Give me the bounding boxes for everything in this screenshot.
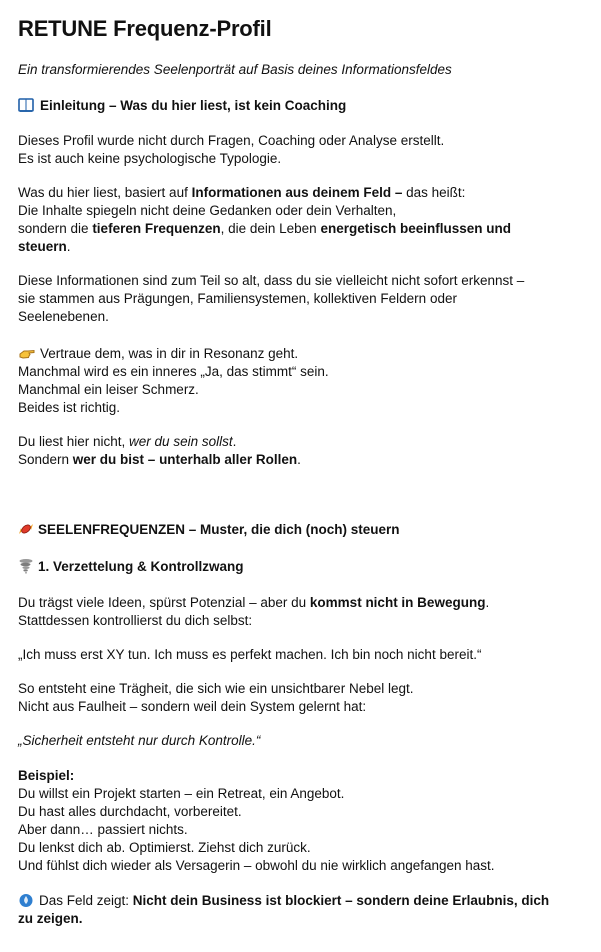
section-p1-line2: Stattdessen kontrollierst du dich selbst: [18, 613, 253, 628]
intro-p5-line1 [18, 433, 236, 451]
text-span: sondern die [18, 221, 93, 236]
intro-p2-line2: Die Inhalte spiegeln nicht deine Gedanken oder dein Verhalten, [18, 203, 397, 218]
bold-span: kommst nicht in Bewegung [309, 595, 486, 610]
text-span: Sondern [18, 452, 73, 467]
text-span: Du trägst viele Ideen, spürst Potenzial – aber du [18, 595, 310, 610]
section-p1-line1 [18, 594, 489, 612]
book-icon [18, 97, 34, 113]
bold-span: tieferen Frequenzen [92, 221, 221, 236]
tornado-icon [18, 558, 34, 574]
intro-p2-line1 [18, 184, 465, 202]
bold-span: Informationen aus deinem Feld – [191, 185, 403, 200]
candy-icon [18, 521, 34, 537]
intro-p3-line3: Seelenebenen. [18, 309, 109, 324]
intro-p4-line3: Manchmal ein leiser Schmerz. [18, 382, 199, 397]
page-title: RETUNE Frequenz-Profil [18, 16, 272, 41]
field-line1 [18, 892, 549, 910]
section-heading [18, 521, 400, 539]
droplet-icon [18, 892, 34, 908]
bold-span: steuern [18, 239, 67, 254]
page-subtitle: Ein transformierendes Seelenporträt auf Basis deines Informationsfeldes [18, 62, 452, 77]
intro-heading-text: Einleitung – Was du hier liest, ist kein Coaching [40, 98, 347, 113]
bold-span: Nicht dein Business ist blockiert – sondern deine Erlaubnis, dich [132, 893, 550, 908]
intro-p3-line1: Diese Informationen sind zum Teil so alt, dass du sie vielleicht nicht sofort erkennst – [18, 273, 525, 288]
intro-p2-line3 [18, 220, 511, 238]
example-line1: Du willst ein Projekt starten – ein Retreat, ein Angebot. [18, 786, 345, 801]
text-span: Du liest hier nicht, [18, 434, 130, 449]
bold-span: energetisch beeinflussen und [320, 221, 511, 236]
intro-p4-line1 [18, 345, 298, 363]
intro-p5-line2 [18, 451, 301, 469]
intro-p1-line1: Dieses Profil wurde nicht durch Fragen, Coaching oder Analyse erstellt. [18, 133, 445, 148]
text-span: . [297, 452, 301, 467]
italic-span: wer du sein sollst [129, 434, 233, 449]
sub-heading-text: 1. Verzettelung & Kontrollzwang [38, 559, 244, 574]
pointing-hand-icon [18, 345, 36, 361]
text-span: Das Feld zeigt: [39, 893, 133, 908]
quote-2: „Sicherheit entsteht nur durch Kontrolle.“ [18, 733, 261, 748]
example-line2: Du hast alles durchdacht, vorbereitet. [18, 804, 242, 819]
section-p2-line1: So entsteht eine Trägheit, die sich wie ein unsichtbarer Nebel legt. [18, 681, 414, 696]
field-line2: zu zeigen. [18, 911, 83, 926]
sub-heading [18, 558, 244, 576]
intro-p3-line2: sie stammen aus Prägungen, Familiensystemen, kollektiven Feldern oder [18, 291, 457, 306]
section-heading-text: SEELENFREQUENZEN – Muster, die dich (noch) steuern [38, 522, 400, 537]
intro-p2-line4 [18, 238, 71, 256]
example-label: Beispiel: [18, 768, 75, 783]
intro-p4-line1-text: Vertraue dem, was in dir in Resonanz geht. [40, 346, 299, 361]
example-line3: Aber dann… passiert nichts. [18, 822, 188, 837]
text-span: , die dein Leben [220, 221, 321, 236]
bold-span: wer du bist – unterhalb aller Rollen [72, 452, 298, 467]
example-line5: Und fühlst dich wieder als Versagerin – obwohl du nie wirklich angefangen hast. [18, 858, 495, 873]
intro-heading [18, 97, 346, 115]
example-line4: Du lenkst dich ab. Optimierst. Ziehst dich zurück. [18, 840, 311, 855]
text-span: das heißt: [402, 185, 466, 200]
section-p2-line2: Nicht aus Faulheit – sondern weil dein System gelernt hat: [18, 699, 367, 714]
text-span: . [232, 434, 237, 449]
text-span: . [66, 239, 71, 254]
intro-p4-line4: Beides ist richtig. [18, 400, 121, 415]
quote-1: „Ich muss erst XY tun. Ich muss es perfekt machen. Ich bin noch nicht bereit.“ [18, 647, 482, 662]
intro-p1-line2: Es ist auch keine psychologische Typologie. [18, 151, 282, 166]
text-span: Was du hier liest, basiert auf [18, 185, 192, 200]
intro-p4-line2: Manchmal wird es ein inneres „Ja, das stimmt“ sein. [18, 364, 329, 379]
text-span: . [485, 595, 490, 610]
